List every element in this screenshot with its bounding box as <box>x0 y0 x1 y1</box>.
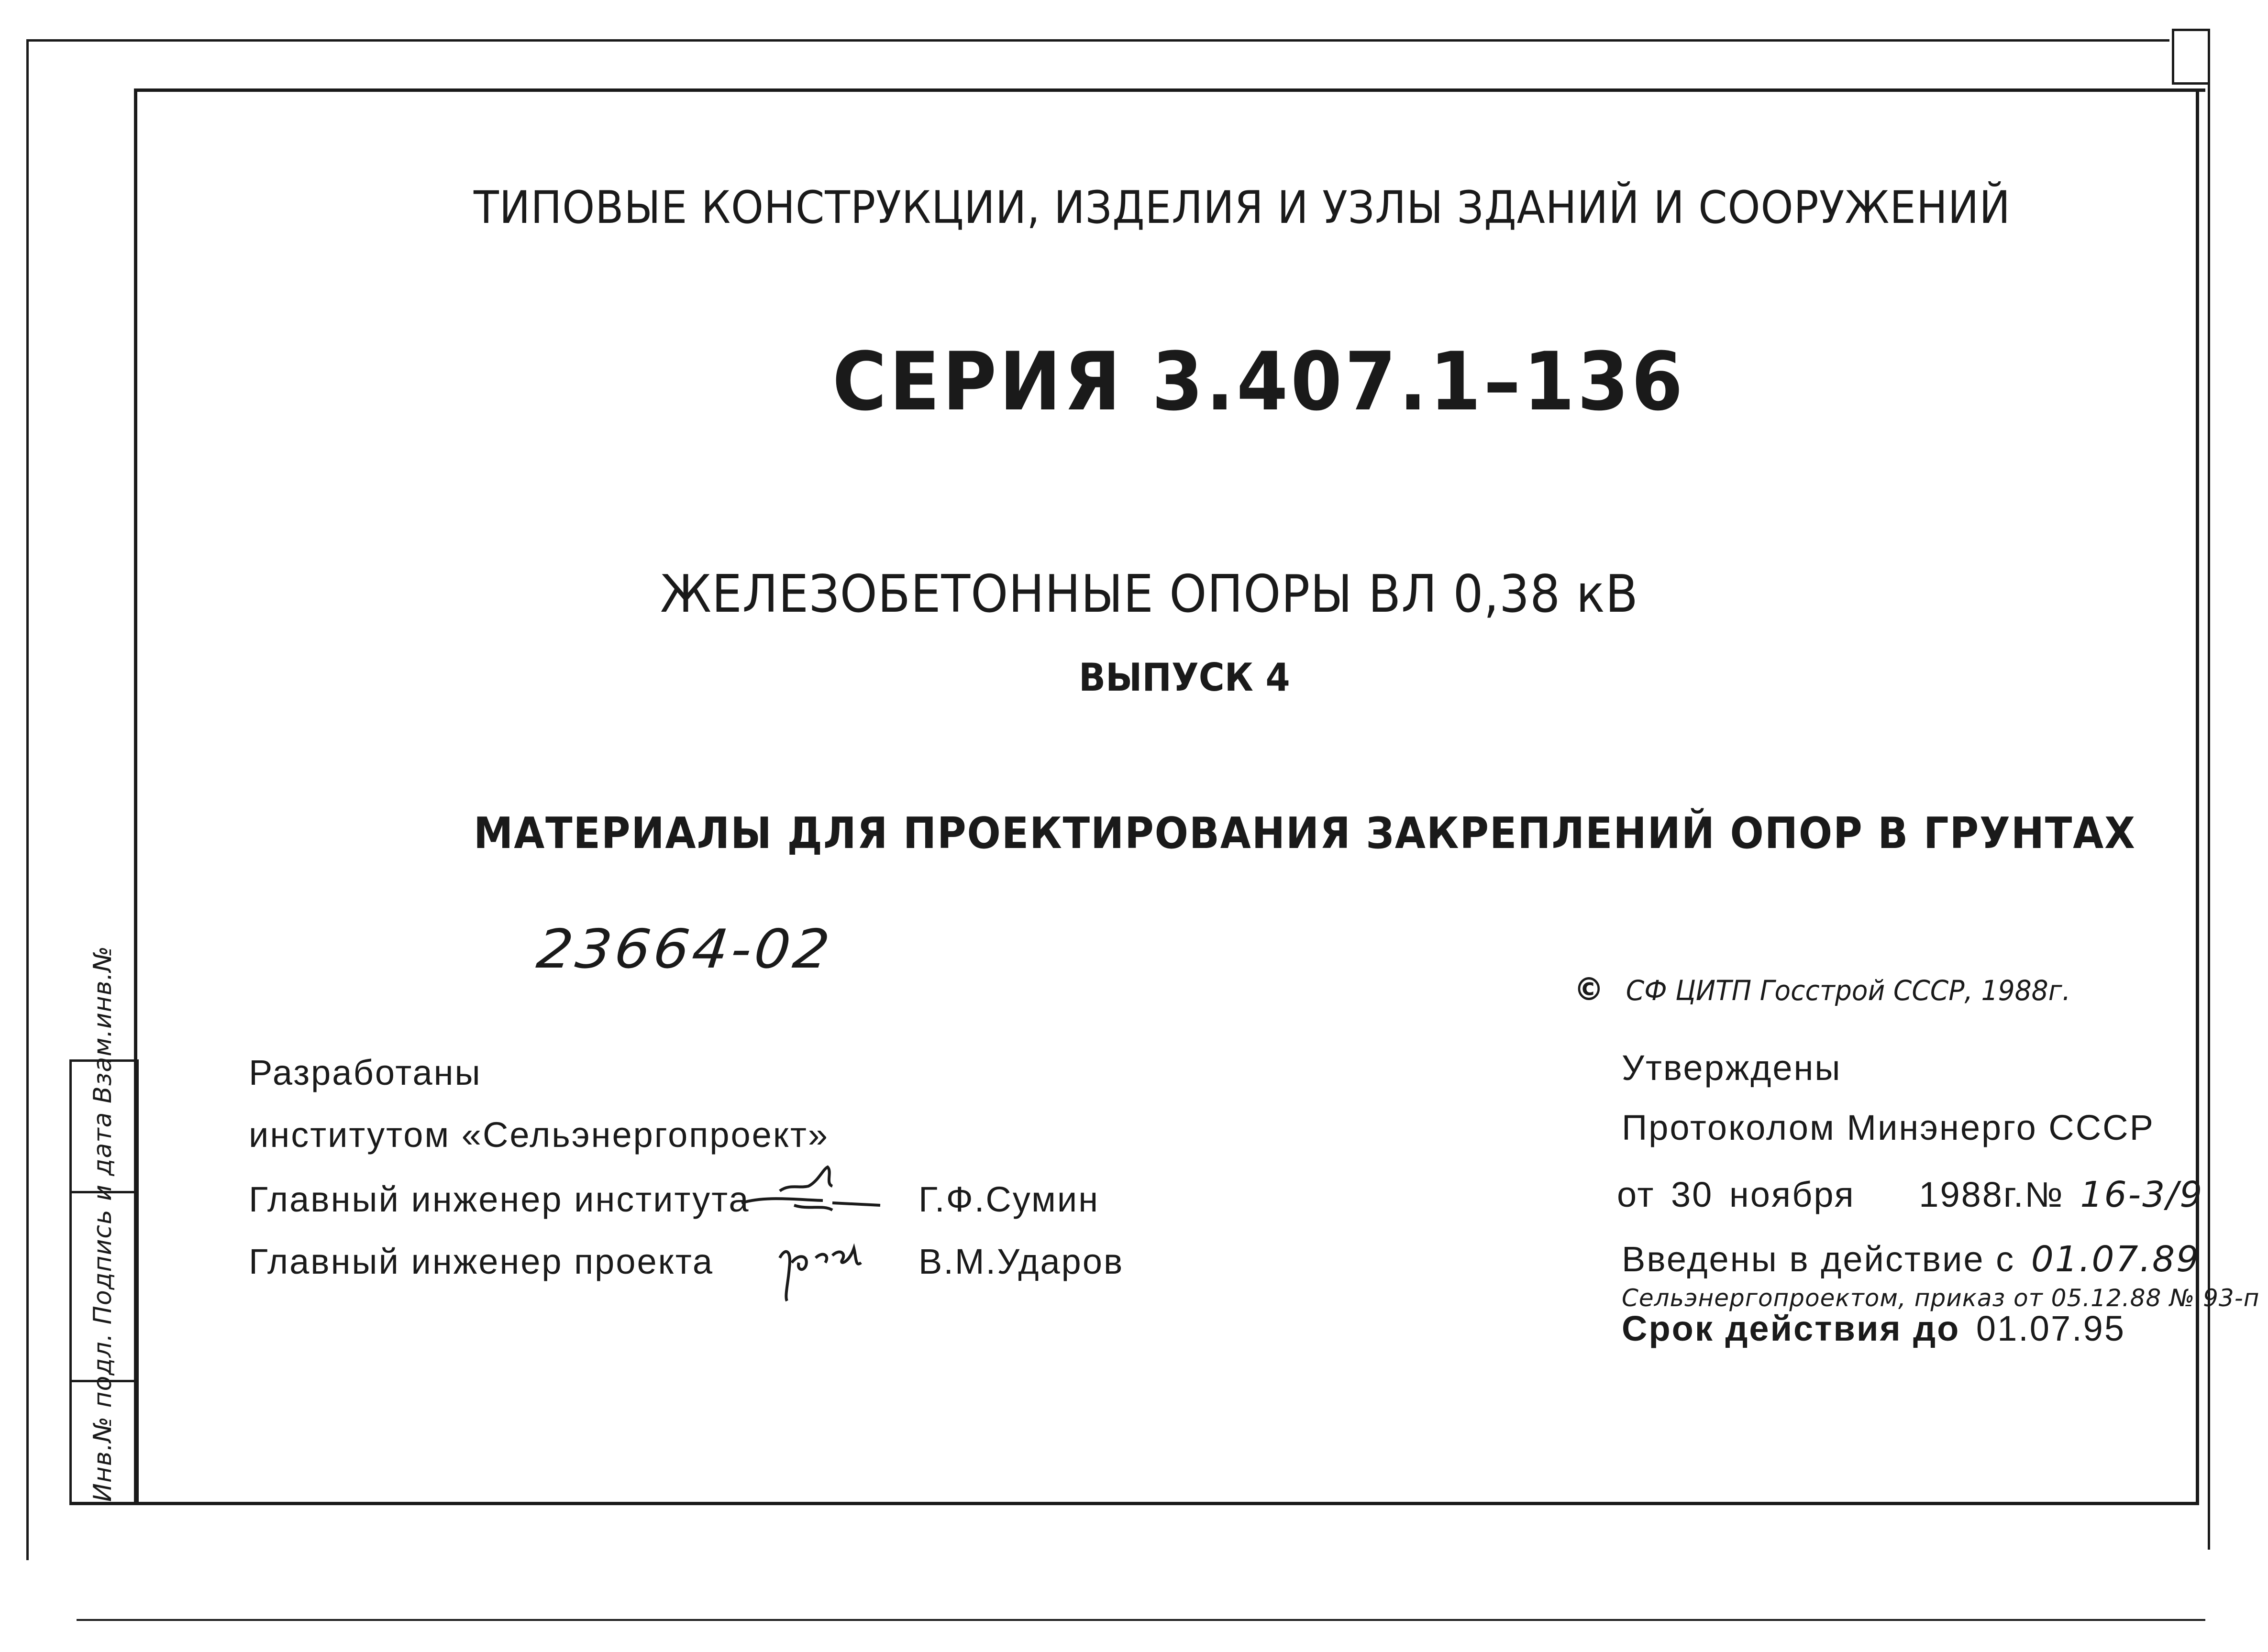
corner-box-bottom <box>2172 82 2210 85</box>
issue-label: ВЫПУСК 4 <box>1079 655 1290 700</box>
validity-date: 01.07.95 <box>1976 1309 2125 1348</box>
materials-title: МАТЕРИАЛЫ ДЛЯ ПРОЕКТИРОВАНИЯ ЗАКРЕПЛЕНИЙ ОПОР В ГРУНТАХ <box>474 808 2136 859</box>
bottom-edge-line <box>77 1619 2205 1621</box>
signature-sumin <box>737 1157 890 1224</box>
outer-frame-left <box>26 39 29 1560</box>
effective-date: 01.07.89 <box>2031 1239 2201 1280</box>
corner-box-left <box>2172 29 2174 84</box>
validity-label: Срок действия до <box>1622 1309 1960 1348</box>
chief-engineer-project-name: В.М.Ударов <box>918 1242 1124 1281</box>
inner-frame-bottom <box>69 1502 2199 1505</box>
approved-date-prefix: от <box>1617 1175 1655 1214</box>
approved-protocol-number: 16-3/9 <box>2080 1174 2204 1215</box>
effective-line <box>1622 1239 2200 1280</box>
developed-heading: Разработаны <box>249 1053 482 1092</box>
corner-box-top <box>2172 29 2210 31</box>
header-title: ТИПОВЫЕ КОНСТРУКЦИИ, ИЗДЕЛИЯ И УЗЛЫ ЗДАНИЙ И СООРУЖЕНИЙ <box>474 182 2011 234</box>
approved-protocol: Протоколом Минэнерго СССР <box>1622 1108 2155 1147</box>
outer-frame-top <box>26 39 2169 42</box>
approved-date-year: 1988г.№ <box>1919 1175 2064 1214</box>
signature-udarov <box>770 1229 875 1306</box>
inventory-number: 23664-02 <box>533 918 836 980</box>
approved-heading: Утверждены <box>1622 1048 1842 1088</box>
chief-engineer-project-role: Главный инженер проекта <box>249 1242 714 1281</box>
corner-box-right <box>2208 29 2210 1550</box>
copyright-symbol: © <box>1574 971 1604 1008</box>
inner-frame-top <box>134 88 2205 92</box>
validity-line <box>1622 1308 2125 1349</box>
approved-date-month: ноября <box>1729 1175 1855 1214</box>
approved-date-day: 30 <box>1671 1175 1714 1214</box>
side-stamp-text: Инв.№ подл. Подпись и дата Взам.инв.№ <box>89 946 117 1502</box>
developed-institute: институтом «Сельэнергопроект» <box>249 1115 830 1155</box>
subject-title: ЖЕЛЕЗОБЕТОННЫЕ ОПОРЫ ВЛ 0,38 кВ <box>660 564 1638 624</box>
series-title: СЕРИЯ 3.407.1–136 <box>832 335 1686 429</box>
effective-label: Введены в действие с <box>1622 1239 2015 1279</box>
chief-engineer-institute-role: Главный инженер института <box>249 1179 750 1219</box>
copyright-text: СФ ЦИТП Госстрой СССР, 1988г. <box>1626 974 2071 1007</box>
approved-date-line <box>1617 1174 2203 1215</box>
copyright-stamp <box>1574 971 2070 1008</box>
order-text: Сельэнергопроектом, приказ от 05.12.88 № 93-п <box>1622 1284 2260 1312</box>
chief-engineer-institute-name: Г.Ф.Сумин <box>918 1179 1100 1219</box>
